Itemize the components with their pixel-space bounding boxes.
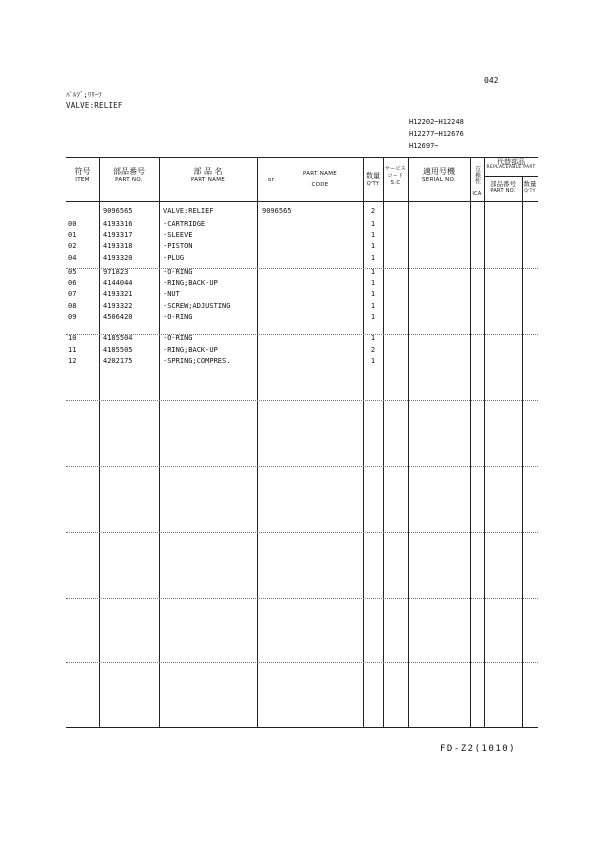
header-or [262, 176, 280, 184]
row-item: 07 [68, 290, 77, 298]
header-repl-qty-en: Q'TY [524, 189, 536, 194]
row-part-name: ·RING;BACK-UP [163, 346, 218, 354]
row-qty: 1 [370, 357, 376, 365]
header-repl-part-no-jp: 部品番号 [490, 180, 516, 188]
row-item: 11 [68, 346, 77, 354]
row-part-name: ·CARTRIDGE [163, 220, 206, 228]
row-qty: 1 [370, 279, 376, 287]
row-item: 09 [68, 313, 77, 321]
row-part-no: 4193318 [103, 242, 133, 250]
col-divider [159, 157, 160, 727]
row-qty: 1 [370, 220, 376, 228]
header-item [66, 168, 99, 184]
header-repl-jp: 代替部品 [497, 158, 525, 166]
header-code-line1: PART NAME [302, 171, 338, 177]
row-qty: 1 [370, 313, 376, 321]
row-part-no: 4185505 [103, 346, 133, 354]
row-separator [66, 334, 538, 335]
row-separator [66, 662, 538, 663]
row-separator [66, 532, 538, 533]
header-part-name-en: PART NAME [190, 177, 226, 183]
row-part-name: ·O-RING [163, 268, 193, 276]
header-part-no-jp: 部品番号 [113, 167, 145, 176]
row-part-no: 4202175 [103, 357, 133, 365]
row-part-no: 4144044 [103, 279, 133, 287]
table-top-rule [66, 157, 538, 158]
col-divider [470, 157, 471, 727]
header-code [280, 170, 360, 189]
row-qty: 1 [370, 268, 376, 276]
serial-range-2: H12277~H12676 [409, 130, 464, 138]
row-part-no: 4193317 [103, 231, 133, 239]
row-qty: 2 [370, 346, 376, 354]
row-part-name: ·O-RING [163, 313, 193, 321]
row-part-name: ·PISTON [163, 242, 193, 250]
serial-range-1: H12202~H12248 [409, 118, 464, 126]
repl-sub-rule [484, 176, 538, 177]
row-item: 10 [68, 334, 77, 342]
header-serial [408, 168, 470, 184]
header-ica [470, 160, 484, 199]
row-part-no: 9096565 [103, 207, 133, 215]
header-or-text: or [267, 177, 275, 183]
header-part-name [159, 168, 257, 184]
col-divider [408, 157, 409, 727]
document-code: FD-Z2(1010) [440, 744, 517, 754]
col-divider [257, 157, 258, 727]
row-item: 12 [68, 357, 77, 365]
col-divider [484, 157, 485, 727]
row-qty: 1 [370, 334, 376, 342]
header-serial-en: SERIAL NO. [422, 177, 456, 183]
header-qty-en: Q'TY [366, 181, 380, 187]
row-qty: 1 [370, 254, 376, 262]
row-item: 08 [68, 302, 77, 310]
row-part-no: 4506420 [103, 313, 133, 321]
col-divider [522, 176, 523, 727]
header-serial-jp: 適用号機 [423, 167, 455, 176]
col-divider [383, 157, 384, 727]
row-qty: 1 [370, 242, 376, 250]
header-repl-en: REPLACEABLE PART [486, 165, 536, 170]
row-part-no: 4193320 [103, 254, 133, 262]
row-separator [66, 400, 538, 401]
header-ica-jp: 互換性 [473, 166, 481, 184]
header-qty-jp: 数量 [366, 172, 380, 180]
header-service-code [383, 166, 408, 187]
table-header-rule [66, 201, 538, 202]
row-item: 02 [68, 242, 77, 250]
page-title: VALVE:RELIEF [66, 101, 123, 110]
row-part-name: ·SCREW;ADJUSTING [163, 302, 231, 310]
header-sc-jp: サービス コード [384, 166, 407, 179]
row-part-name: ·PLUG [163, 254, 185, 262]
row-item: 01 [68, 231, 77, 239]
row-separator [66, 598, 538, 599]
title-kana: ﾊﾞﾙﾌﾞ;ﾘﾘｰﾌ [66, 91, 102, 99]
serial-range-3: H12697~ [409, 142, 439, 150]
row-part-name: ·SLEEVE [163, 231, 193, 239]
header-replaceable [484, 159, 538, 171]
header-part-no-en: PART NO. [115, 177, 143, 183]
row-part-name: ·O-RING [163, 334, 193, 342]
header-repl-part-no-en: PART NO. [490, 188, 516, 194]
row-qty: 1 [370, 231, 376, 239]
header-repl-qty [522, 181, 538, 195]
page-number: 042 [484, 76, 499, 85]
table-bottom-rule [66, 727, 538, 728]
header-item-en: ITEM [75, 177, 90, 183]
row-qty: 1 [370, 290, 376, 298]
row-code: 9096565 [262, 207, 292, 215]
row-qty: 1 [370, 302, 376, 310]
header-repl-qty-jp: 数量 [523, 180, 537, 188]
row-qty: 2 [370, 207, 376, 215]
header-code-line2: CODE [311, 182, 329, 188]
row-part-name: ·SPRING;COMPRES. [163, 357, 231, 365]
row-separator [66, 268, 538, 269]
row-item: 05 [68, 268, 77, 276]
row-part-no: 4193321 [103, 290, 133, 298]
row-part-name: ·NUT [163, 290, 180, 298]
row-item: 00 [68, 220, 77, 228]
row-part-no: 971823 [103, 268, 129, 276]
row-part-no: 4193316 [103, 220, 133, 228]
header-repl-part-no [484, 181, 522, 195]
header-sc-en: S.C [390, 180, 401, 186]
row-part-no: 4185504 [103, 334, 133, 342]
header-part-no [99, 168, 159, 184]
header-item-jp: 符号 [74, 167, 91, 176]
header-part-name-jp: 部 品 名 [193, 167, 223, 176]
col-divider [99, 157, 100, 727]
row-part-no: 4193322 [103, 302, 133, 310]
row-part-name: VALVE:RELIEF [163, 207, 214, 215]
row-item: 06 [68, 279, 77, 287]
row-separator [66, 466, 538, 467]
header-ica-en: ICA [472, 191, 482, 197]
row-part-name: ·RING;BACK-UP [163, 279, 218, 287]
header-qty [363, 172, 383, 188]
row-item: 04 [68, 254, 77, 262]
